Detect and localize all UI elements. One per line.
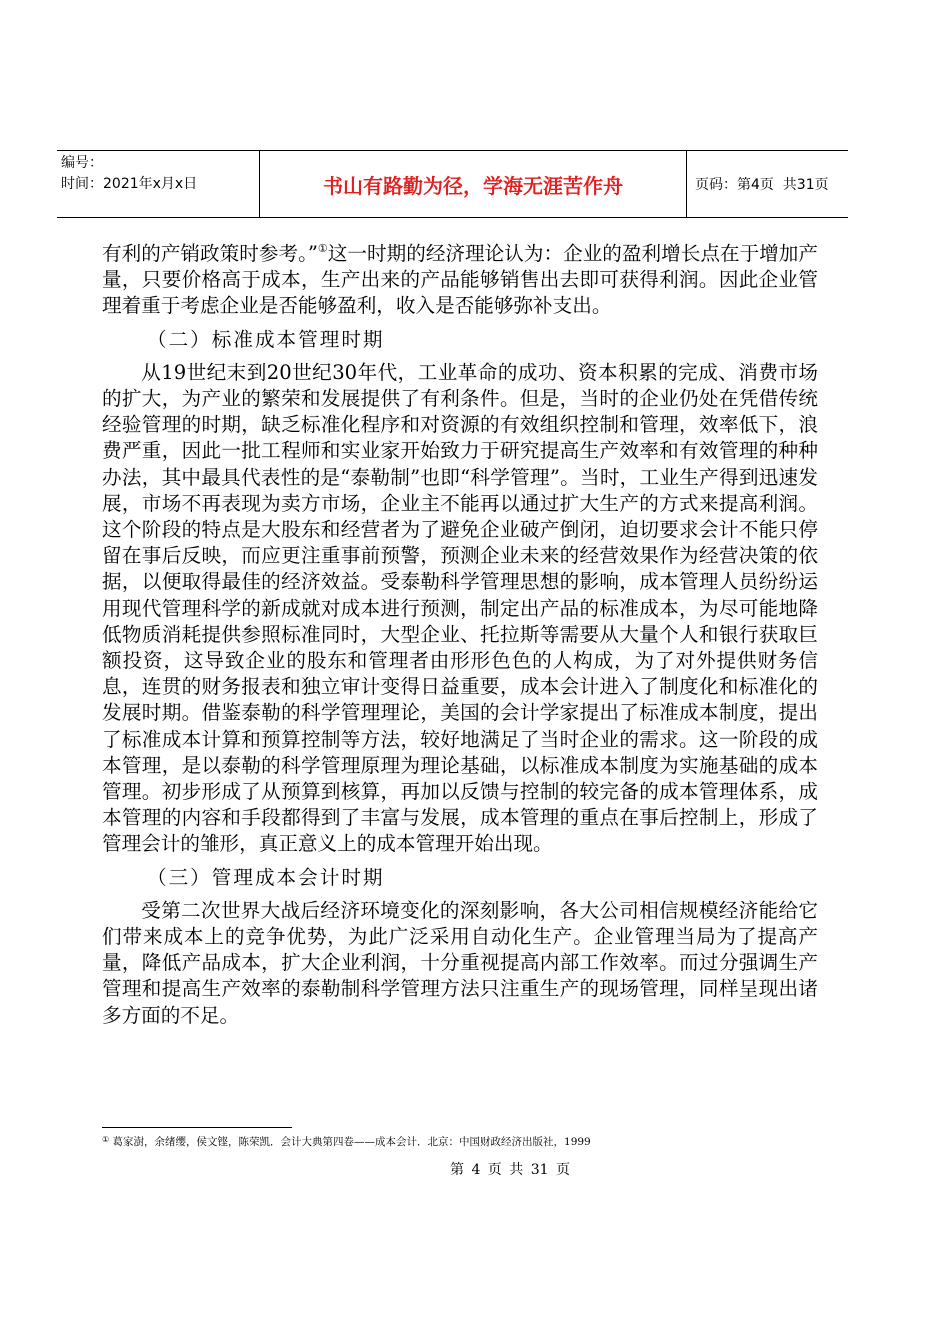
footnote-separator xyxy=(102,1127,292,1128)
document-header xyxy=(57,150,848,218)
header-motto: 书山有路勤为径，学海无涯苦作舟 xyxy=(259,151,687,217)
section-heading-2: （二）标准成本管理时期 xyxy=(147,327,385,351)
number-label: 编号： xyxy=(61,155,103,171)
paragraph-1-start: 有利的产销政策时参考。” xyxy=(102,242,318,265)
paragraph-3: 受第二次世界大战后经济环境变化的深刻影响，各大公司相信规模经济能给它们带来成本上的竞争优势，为此广泛采用自动化生产。企业管理当局为了提高产量，降低产品成本，扩大企业利润，十分重视提高内部工作效率。而过分强调生产管理和提高生产效率的泰勒制科学管理方法只注重生产的现场管理，同样呈现出诸多方面的不足。 xyxy=(102,898,818,1027)
paragraph-1 xyxy=(102,236,818,320)
page-footer: 第 4 页 共 31 页 xyxy=(450,1162,570,1178)
document-body xyxy=(102,236,818,1029)
time-label: 时间：2021年x月x日 xyxy=(61,176,198,192)
header-page-info xyxy=(687,151,848,217)
header-meta xyxy=(57,151,259,217)
footnote-mark: ① xyxy=(102,1135,110,1144)
paragraph-1-rest: 这一时期的经济理论认为：企业的盈利增长点在于增加产量，只要价格高于成本，生产出来的产品能够销售出去即可获得利润。因此企业管理着重于考虑企业是否能够盈利，收入是否能够弥补支出。 xyxy=(102,242,818,318)
section-heading-3: （三）管理成本会计时期 xyxy=(147,865,385,889)
paragraph-2: 从19世纪末到20世纪30年代，工业革命的成功、资本积累的完成、消费市场的扩大，为产业的繁荣和发展提供了有利条件。但是，当时的企业仍处在凭借传统经验管理的时期，缺乏标准化程序和对资源的有效组织控制和管理，效率低下，浪费严重，因此一批工程师和实业家开始致力于研究提高生产效率和有效管理的种种办法，其中最具代表性的是“泰勒制”也即“科学管理”。当时，工业生产得到迅速发展，市场不再表现为卖方市场，企业主不能再以通过扩大生产的方式来提高利润。这个阶段的特点是大股东和经营者为了避免企业破产倒闭，迫切要求会计不能只停留在事后反映，而应更注重事前预警，预测企业未来的经营效果作为经营决策的依据，以便取得最佳的经济效益。受泰勒科学管理思想的影响，成本管理人员纷纷运用现代管理科学的新成就对成本进行预测，制定出产品的标准成本，为尽可能地降低物质消耗提供参照标准同时，大型企业、托拉斯等需要从大量个人和银行获取巨额投资，这导致企业的股东和管理者由形形色色的人构成，为了对外提供财务信息，连贯的财务报表和独立审计变得日益重要，成本会计进入了制度化和标准化的发展时期。借鉴泰勒的科学管理理论，美国的会计学家提出了标准成本制度，提出了标准成本计算和预算控制等方法，较好地满足了当时企业的需求。这一阶段的成本管理，是以泰勒的科学管理原理为理论基础，以标准成本制度为实施基础的成本管理。初步形成了从预算到核算，再加以反馈与控制的较完备的成本管理体系，成本管理的内容和手段都得到了丰富与发展，成本管理的重点在事后控制上，形成了管理会计的雏形，真正意义上的成本管理开始出现。 xyxy=(102,360,818,856)
footnote xyxy=(102,1134,591,1149)
footnote-reference[interactable]: ① xyxy=(317,242,328,255)
page-info-text: 页码：第4页 共31页 xyxy=(695,177,829,193)
footnote-text: 葛家澍，余绪缨，侯文铿，陈荣凯．会计大典第四卷——成本会计．北京：中国财政经济出版社，1999 xyxy=(112,1136,591,1148)
